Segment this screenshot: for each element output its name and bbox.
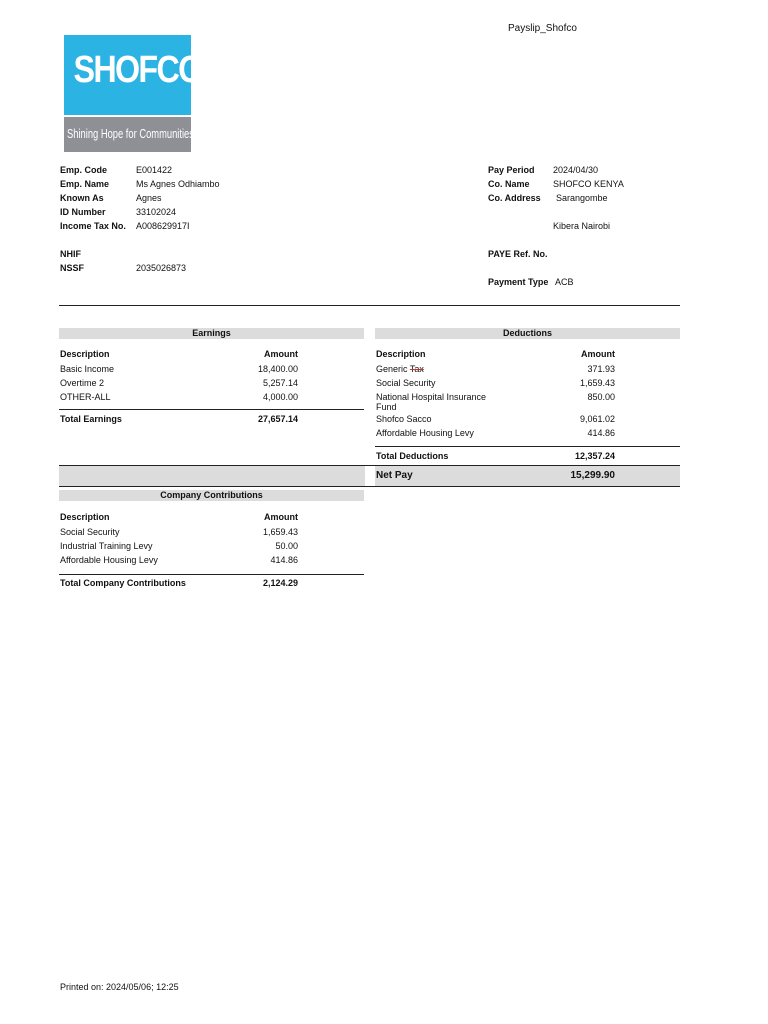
contributions-col-amount: Amount — [264, 512, 298, 522]
total-contributions-label: Total Company Contributions — [60, 578, 186, 588]
deductions-row-desc-line2: Fund — [376, 402, 397, 412]
emp-name-value: Ms Agnes Odhiambo — [136, 179, 220, 189]
known-as-label: Known As — [60, 193, 104, 203]
contributions-col-description: Description — [60, 512, 110, 522]
earnings-header: Earnings — [59, 328, 364, 339]
netpay-bottom-divider — [59, 486, 680, 487]
deduction-desc-part: Generic — [376, 364, 410, 374]
contributions-row-desc: Industrial Training Levy — [60, 541, 153, 551]
paye-label: PAYE Ref. No. — [488, 249, 548, 259]
payment-type-label: Payment Type — [488, 277, 549, 287]
income-tax-label: Income Tax No. — [60, 221, 126, 231]
deductions-row-amount: 1,659.43 — [579, 378, 615, 388]
net-pay-value: 15,299.90 — [570, 470, 615, 481]
logo-tagline: Shining Hope for Communities — [67, 126, 194, 141]
earnings-row-amount: 5,257.14 — [262, 378, 298, 388]
co-address-label: Co. Address — [488, 193, 541, 203]
deductions-row-amount: 414.86 — [587, 428, 615, 438]
earnings-row-desc: Basic Income — [60, 364, 115, 374]
deductions-row-desc: Social Security — [376, 378, 436, 388]
contributions-row-amount: 1,659.43 — [262, 527, 298, 537]
earnings-row-amount: 18,400.00 — [257, 364, 298, 374]
contributions-row-desc: Social Security — [60, 527, 120, 537]
emp-code-label: Emp. Code — [60, 165, 108, 175]
earnings-col-description: Description — [60, 349, 110, 359]
deduction-desc-struck: Tax — [409, 364, 424, 374]
pay-period-value: 2024/04/30 — [553, 165, 599, 175]
netpay-band-gap — [365, 466, 375, 486]
contributions-header: Company Contributions — [59, 490, 364, 501]
net-pay-label: Net Pay — [376, 470, 413, 481]
earnings-row-amount: 4,000.00 — [262, 392, 298, 402]
nssf-label: NSSF — [60, 263, 85, 273]
co-name-value: SHOFCO KENYA — [553, 179, 624, 189]
deductions-total-divider — [375, 446, 680, 447]
total-earnings-label: Total Earnings — [60, 414, 122, 424]
earnings-total-divider — [59, 409, 364, 410]
id-number-label: ID Number — [60, 207, 106, 217]
logo-tagline-box — [64, 117, 194, 152]
payment-type-value: ACB — [555, 277, 574, 287]
header-divider — [59, 305, 680, 306]
income-tax-value: A008629917I — [136, 221, 190, 231]
co-address-line1: Sarangombe — [556, 193, 608, 203]
logo-name: SHOFCO — [73, 49, 202, 91]
nssf-value: 2035026873 — [136, 263, 187, 273]
co-name-label: Co. Name — [488, 179, 530, 189]
document-title: Payslip_Shofco — [508, 23, 577, 34]
contributions-row-amount: 50.00 — [275, 541, 298, 551]
earnings-row-desc: OTHER-ALL — [60, 392, 111, 402]
total-contributions-value: 2,124.29 — [262, 578, 298, 588]
earnings-col-amount: Amount — [264, 349, 298, 359]
shofco-logo — [64, 35, 202, 115]
deductions-row-amount: 9,061.02 — [579, 414, 615, 424]
contributions-row-amount: 414.86 — [270, 555, 298, 565]
deductions-row-amount: 371.93 — [587, 364, 615, 374]
nhif-label: NHIF — [60, 249, 81, 259]
printed-on: Printed on: 2024/05/06; 12:25 — [60, 982, 179, 992]
deductions-row-desc: Affordable Housing Levy — [376, 428, 474, 438]
total-earnings-value: 27,657.14 — [257, 414, 298, 424]
earnings-row-desc: Overtime 2 — [60, 378, 105, 388]
known-as-value: Agnes — [136, 193, 162, 203]
deductions-col-amount: Amount — [581, 349, 615, 359]
contributions-row-desc: Affordable Housing Levy — [60, 555, 158, 565]
emp-name-label: Emp. Name — [60, 179, 110, 189]
deductions-row-amount: 850.00 — [587, 392, 615, 402]
contributions-total-divider — [59, 574, 364, 575]
deductions-row-desc: Shofco Sacco — [376, 414, 432, 424]
co-address-line2: Kibera Nairobi — [553, 221, 611, 231]
deductions-col-description: Description — [376, 349, 426, 359]
total-deductions-label: Total Deductions — [376, 451, 449, 461]
total-deductions-value: 12,357.24 — [574, 451, 615, 461]
emp-code-value: E001422 — [136, 165, 173, 175]
deductions-row-desc — [376, 364, 424, 374]
deductions-row-desc-line1: National Hospital Insurance — [376, 392, 487, 402]
deductions-header: Deductions — [375, 328, 680, 339]
id-number-value: 33102024 — [136, 207, 177, 217]
pay-period-label: Pay Period — [488, 165, 535, 175]
